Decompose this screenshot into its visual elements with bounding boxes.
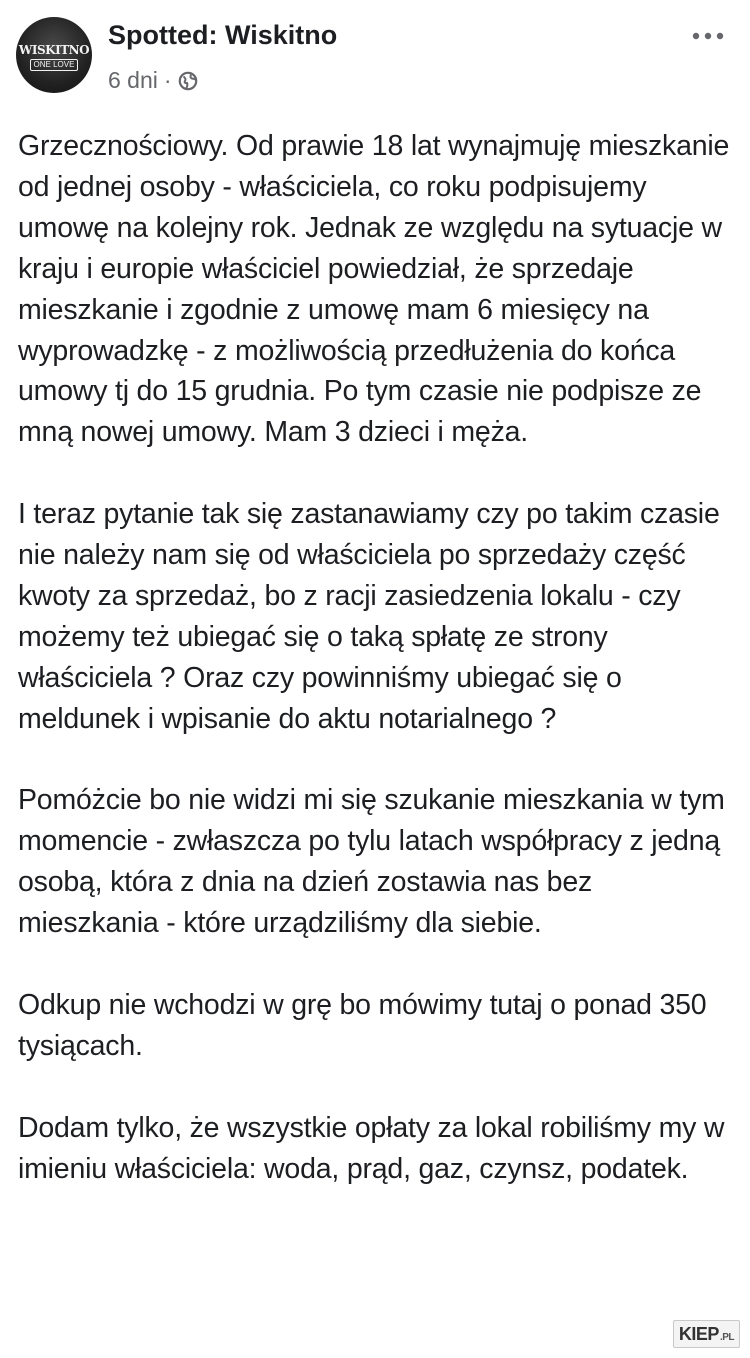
- meta-separator: ·: [163, 66, 172, 93]
- globe-icon[interactable]: [178, 70, 198, 90]
- post-timestamp[interactable]: 6 dni: [108, 66, 158, 93]
- avatar-logo-subtext: ONE LOVE: [30, 59, 78, 71]
- post-text: [18, 126, 736, 1190]
- page-name-link[interactable]: Spotted: Wiskitno: [108, 20, 338, 50]
- avatar-logo-text: WISKITNO: [18, 43, 90, 57]
- post-paragraph: Grzecznościowy. Od prawie 18 lat wynajmuję mieszkanie od jednej osoby - właściciela, co roku podpisujemy umowę na kolejny rok. Jednak ze względu na sytuacje w kraju i europie właściciel powiedział, że sprzedaje mieszkanie i zgodnie z umowę mam 6 miesięcy na wyprowadzkę - z możliwością przedłużenia do końca umowy tj do 15 grudnia. Po tym czasie nie podpisze ze mną nowej umowy. Mam 3 dzieci i męża.: [18, 130, 730, 449]
- post-paragraph: Odkup nie wchodzi w grę bo mówimy tutaj o ponad 350 tysiącach.: [18, 988, 707, 1062]
- more-horizontal-icon: [692, 27, 724, 45]
- post-paragraph: Pomóżcie bo nie widzi mi się szukanie mieszkania w tym momencie - zwłaszcza po tylu latach współpracy z jedną osobą, która z dnia na dzień zostawia nas bez mieszkania - które urządziliśmy dla siebie.: [18, 784, 725, 940]
- page-avatar[interactable]: [16, 17, 92, 93]
- site-watermark: [673, 1320, 740, 1348]
- post-meta: [108, 66, 198, 94]
- post-paragraph: I teraz pytanie tak się zastanawiamy czy po takim czasie nie należy nam się od właściciela po sprzedaży część kwoty za sprzedaż, bo z racji zasiedzenia lokalu - czy możemy też ubiegać się o taką spłatę ze strony właściciela ? Oraz czy powinniśmy ubiegać się o meldunek i wpisanie do aktu notarialnego ?: [18, 498, 720, 735]
- watermark-suffix: .PL: [719, 1332, 734, 1343]
- watermark-text: KIEP: [678, 1323, 719, 1344]
- more-options-button[interactable]: [688, 24, 728, 48]
- post-paragraph: Dodam tylko, że wszystkie opłaty za lokal robiliśmy my w imieniu właściciela: woda, prąd, gaz, czynsz, podatek.: [18, 1111, 725, 1185]
- post-header: [16, 14, 734, 94]
